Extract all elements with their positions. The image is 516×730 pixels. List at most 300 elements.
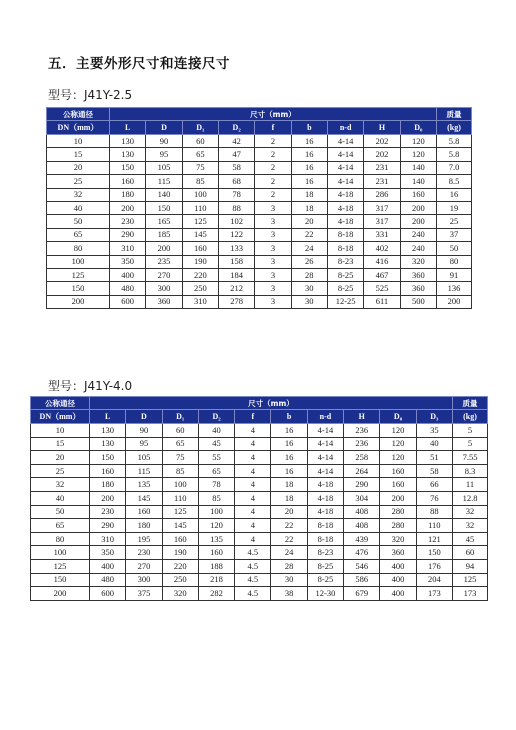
cell-weight: 11 — [453, 478, 488, 492]
table-cell: 8-25 — [307, 559, 343, 573]
table-row — [31, 546, 488, 560]
table-row — [47, 161, 472, 174]
table-cell: 125 — [162, 505, 198, 519]
table-cell: 130 — [110, 135, 146, 148]
cell-dn: 50 — [31, 505, 90, 519]
table-cell: 236 — [344, 437, 380, 451]
table-cell: 586 — [344, 573, 380, 587]
header-col: D — [126, 410, 162, 424]
table-cell: 200 — [400, 215, 436, 228]
header-col: H — [344, 410, 380, 424]
table-cell: 282 — [198, 587, 234, 601]
table-cell: 4-18 — [327, 201, 363, 214]
table-cell: 22 — [291, 228, 327, 241]
table-cell: 100 — [162, 478, 198, 492]
header-dn: DN（mm） — [31, 410, 90, 424]
table-cell: 180 — [126, 519, 162, 533]
cell-dn: 200 — [31, 587, 90, 601]
table-cell: 4 — [235, 505, 271, 519]
table-row — [47, 295, 472, 308]
header-col: L — [110, 121, 146, 135]
cell-dn: 32 — [47, 188, 110, 201]
table-cell: 8-18 — [307, 532, 343, 546]
table-cell: 400 — [380, 587, 416, 601]
cell-dn: 80 — [47, 242, 110, 255]
table-cell: 65 — [162, 437, 198, 451]
header-dn-cn: 公称通径 — [47, 108, 110, 121]
table-row — [47, 175, 472, 188]
table-cell: 110 — [162, 491, 198, 505]
cell-dn: 200 — [47, 295, 110, 308]
table-cell: 2 — [255, 175, 291, 188]
table-cell: 16 — [271, 424, 307, 438]
table-row — [31, 424, 488, 438]
header-size-cn: 尺寸（mm） — [110, 108, 437, 121]
table-cell: 140 — [146, 188, 182, 201]
cell-dn: 15 — [31, 437, 90, 451]
table-cell: 150 — [110, 161, 146, 174]
table-cell: 402 — [364, 242, 400, 255]
table-row — [47, 135, 472, 148]
table-cell: 140 — [400, 175, 436, 188]
table-cell: 278 — [218, 295, 254, 308]
table-cell: 95 — [146, 148, 182, 161]
table-cell: 360 — [146, 295, 182, 308]
model-label-j41y-2-5: 型号：J41Y-2.5 — [48, 88, 133, 102]
table-row — [47, 215, 472, 228]
table-cell: 480 — [90, 573, 126, 587]
table-cell: 115 — [146, 175, 182, 188]
table-row — [47, 268, 472, 281]
table-cell: 360 — [400, 282, 436, 295]
cell-weight: 173 — [453, 587, 488, 601]
table-cell: 4-18 — [307, 491, 343, 505]
table-cell: 185 — [146, 228, 182, 241]
table-cell: 16 — [291, 135, 327, 148]
table-cell: 8-23 — [307, 546, 343, 560]
table-cell: 88 — [416, 505, 452, 519]
table-cell: 140 — [400, 161, 436, 174]
table-cell: 180 — [110, 188, 146, 201]
table-cell: 600 — [90, 587, 126, 601]
table-cell: 600 — [110, 295, 146, 308]
table-cell: 160 — [162, 532, 198, 546]
cell-weight: 37 — [437, 228, 472, 241]
table-cell: 145 — [182, 228, 218, 241]
cell-weight: 136 — [437, 282, 472, 295]
table-cell: 3 — [255, 295, 291, 308]
table-row — [47, 242, 472, 255]
cell-dn: 20 — [47, 161, 110, 174]
section-heading: 五．主要外形尺寸和连接尺寸 — [48, 56, 230, 72]
table-cell: 546 — [344, 559, 380, 573]
table-row — [47, 255, 472, 268]
table-cell: 76 — [416, 491, 452, 505]
table-cell: 58 — [218, 161, 254, 174]
table-cell: 42 — [218, 135, 254, 148]
header-weight-unit: (kg) — [453, 410, 488, 424]
cell-dn: 32 — [31, 478, 90, 492]
table-cell: 679 — [344, 587, 380, 601]
table-cell: 240 — [400, 228, 436, 241]
table-cell: 220 — [182, 268, 218, 281]
table-cell: 40 — [416, 437, 452, 451]
table-cell: 230 — [110, 215, 146, 228]
table-cell: 110 — [416, 519, 452, 533]
table-cell: 200 — [400, 201, 436, 214]
table-cell: 160 — [90, 464, 126, 478]
table-cell: 30 — [291, 282, 327, 295]
cell-dn: 25 — [47, 175, 110, 188]
table-cell: 102 — [218, 215, 254, 228]
cell-dn: 10 — [31, 424, 90, 438]
cell-dn: 50 — [47, 215, 110, 228]
cell-dn: 125 — [31, 559, 90, 573]
table-cell: 8-18 — [307, 519, 343, 533]
cell-weight: 16 — [437, 188, 472, 201]
table-cell: 218 — [198, 573, 234, 587]
table-cell: 4 — [235, 464, 271, 478]
table-cell: 125 — [182, 215, 218, 228]
table-cell: 47 — [218, 148, 254, 161]
header-weight-cn: 质量 — [437, 108, 472, 121]
header-col: n-d — [307, 410, 343, 424]
table-cell: 304 — [344, 491, 380, 505]
table-cell: 130 — [110, 148, 146, 161]
table-cell: 250 — [182, 282, 218, 295]
table-cell: 4 — [235, 437, 271, 451]
header-col: D₁ — [162, 410, 198, 424]
table-cell: 270 — [146, 268, 182, 281]
cell-weight: 7.0 — [437, 161, 472, 174]
table-row — [31, 587, 488, 601]
header-col: D₀ — [380, 410, 416, 424]
table-cell: 78 — [198, 478, 234, 492]
table-cell: 135 — [198, 532, 234, 546]
table-cell: 2 — [255, 135, 291, 148]
cell-weight: 5.8 — [437, 148, 472, 161]
table-cell: 320 — [400, 255, 436, 268]
table-cell: 240 — [400, 242, 436, 255]
table-cell: 286 — [364, 188, 400, 201]
header-col: f — [235, 410, 271, 424]
cell-weight: 5.8 — [437, 135, 472, 148]
cell-dn: 80 — [31, 532, 90, 546]
table-cell: 400 — [90, 559, 126, 573]
table-cell: 3 — [255, 242, 291, 255]
table-cell: 4.5 — [235, 587, 271, 601]
table-cell: 38 — [271, 587, 307, 601]
header-weight-cn: 质量 — [453, 397, 488, 410]
table-cell: 212 — [218, 282, 254, 295]
table-cell: 290 — [110, 228, 146, 241]
table-cell: 3 — [255, 215, 291, 228]
table-cell: 280 — [380, 505, 416, 519]
table-body — [47, 135, 472, 309]
table-cell: 130 — [90, 424, 126, 438]
header-col: n-d — [327, 121, 363, 135]
cell-dn: 10 — [47, 135, 110, 148]
table-cell: 4-14 — [327, 175, 363, 188]
table-cell: 122 — [218, 228, 254, 241]
table-cell: 310 — [90, 532, 126, 546]
cell-weight: 32 — [453, 505, 488, 519]
table-cell: 258 — [344, 451, 380, 465]
header-dn: DN（mm） — [47, 121, 110, 135]
cell-dn: 100 — [47, 255, 110, 268]
table-cell: 150 — [416, 546, 452, 560]
table-cell: 176 — [416, 559, 452, 573]
table-cell: 85 — [198, 491, 234, 505]
table-cell: 160 — [126, 505, 162, 519]
table-cell: 300 — [146, 282, 182, 295]
table-cell: 230 — [126, 546, 162, 560]
table-cell: 160 — [380, 478, 416, 492]
table-cell: 18 — [291, 201, 327, 214]
table-cell: 145 — [126, 491, 162, 505]
table-cell: 120 — [198, 519, 234, 533]
table-cell: 200 — [90, 491, 126, 505]
table-cell: 317 — [364, 215, 400, 228]
table-cell: 58 — [416, 464, 452, 478]
table-row — [31, 478, 488, 492]
table-cell: 270 — [126, 559, 162, 573]
table-cell: 16 — [291, 148, 327, 161]
table-cell: 18 — [271, 491, 307, 505]
table-cell: 105 — [126, 451, 162, 465]
table-cell: 135 — [126, 478, 162, 492]
cell-weight: 94 — [453, 559, 488, 573]
table-cell: 4 — [235, 532, 271, 546]
table-cell: 416 — [364, 255, 400, 268]
table-cell: 150 — [146, 201, 182, 214]
table-cell: 60 — [182, 135, 218, 148]
table-cell: 230 — [90, 505, 126, 519]
table-cell: 4.5 — [235, 546, 271, 560]
table-cell: 16 — [271, 451, 307, 465]
cell-dn: 150 — [47, 282, 110, 295]
table-cell: 375 — [126, 587, 162, 601]
cell-weight: 91 — [437, 268, 472, 281]
table-row — [31, 451, 488, 465]
cell-weight: 8.5 — [437, 175, 472, 188]
table-cell: 4-18 — [307, 478, 343, 492]
table-cell: 105 — [146, 161, 182, 174]
table-row — [31, 437, 488, 451]
table-cell: 110 — [182, 201, 218, 214]
table-cell: 60 — [162, 424, 198, 438]
table-cell: 190 — [182, 255, 218, 268]
table-cell: 525 — [364, 282, 400, 295]
table-cell: 120 — [380, 437, 416, 451]
header-col: D — [146, 121, 182, 135]
header-col: D₂ — [218, 121, 254, 135]
table-cell: 24 — [271, 546, 307, 560]
table-cell: 317 — [364, 201, 400, 214]
table-cell: 65 — [198, 464, 234, 478]
model-label-j41y-4-0: 型号：J41Y-4.0 — [48, 379, 133, 393]
table-cell: 78 — [218, 188, 254, 201]
table-cell: 4-14 — [307, 437, 343, 451]
table-cell: 160 — [380, 464, 416, 478]
table-header-row-top — [31, 397, 488, 410]
table-row — [47, 282, 472, 295]
table-cell: 4-14 — [327, 148, 363, 161]
table-cell: 115 — [126, 464, 162, 478]
table-cell: 300 — [126, 573, 162, 587]
cell-dn: 65 — [31, 519, 90, 533]
table-cell: 184 — [218, 268, 254, 281]
table-cell: 2 — [255, 188, 291, 201]
table-cell: 290 — [344, 478, 380, 492]
cell-weight: 12.8 — [453, 491, 488, 505]
table-cell: 30 — [271, 573, 307, 587]
header-col: D₁ — [182, 121, 218, 135]
cell-weight: 25 — [437, 215, 472, 228]
table-cell: 3 — [255, 282, 291, 295]
table-cell: 190 — [162, 546, 198, 560]
table-cell: 200 — [380, 491, 416, 505]
table-cell: 133 — [218, 242, 254, 255]
table-cell: 480 — [110, 282, 146, 295]
table-cell: 20 — [291, 215, 327, 228]
table-cell: 4-14 — [307, 451, 343, 465]
table-cell: 8-25 — [307, 573, 343, 587]
table-cell: 3 — [255, 255, 291, 268]
table-cell: 4 — [235, 424, 271, 438]
table-cell: 4.5 — [235, 573, 271, 587]
header-col: L — [90, 410, 126, 424]
table-cell: 320 — [380, 532, 416, 546]
table-cell: 120 — [380, 451, 416, 465]
table-cell: 331 — [364, 228, 400, 241]
table-cell: 250 — [162, 573, 198, 587]
table-cell: 195 — [126, 532, 162, 546]
table-cell: 3 — [255, 268, 291, 281]
table-cell: 12-30 — [307, 587, 343, 601]
table-cell: 121 — [416, 532, 452, 546]
table-cell: 16 — [291, 175, 327, 188]
cell-dn: 65 — [47, 228, 110, 241]
table-row — [47, 148, 472, 161]
table-cell: 4-14 — [327, 135, 363, 148]
cell-weight: 125 — [453, 573, 488, 587]
table-cell: 4 — [235, 519, 271, 533]
header-col: b — [271, 410, 307, 424]
table-cell: 4-18 — [307, 505, 343, 519]
table-header-row-bottom — [31, 410, 488, 424]
table-body — [31, 424, 488, 601]
header-col: D₂ — [198, 410, 234, 424]
table-row — [31, 532, 488, 546]
table-cell: 45 — [198, 437, 234, 451]
table-cell: 2 — [255, 148, 291, 161]
table-cell: 30 — [291, 295, 327, 308]
table-cell: 4 — [235, 478, 271, 492]
table-cell: 160 — [198, 546, 234, 560]
table-cell: 51 — [416, 451, 452, 465]
table-row — [47, 201, 472, 214]
table-row — [47, 228, 472, 241]
table-cell: 85 — [162, 464, 198, 478]
table-cell: 476 — [344, 546, 380, 560]
table-cell: 310 — [110, 242, 146, 255]
table-row — [47, 188, 472, 201]
table-cell: 120 — [400, 148, 436, 161]
table-cell: 264 — [344, 464, 380, 478]
header-col: H — [364, 121, 400, 135]
cell-weight: 5 — [453, 437, 488, 451]
header-weight-unit: (kg) — [437, 121, 472, 135]
table-cell: 4-18 — [327, 215, 363, 228]
table-cell: 40 — [198, 424, 234, 438]
table-cell: 2 — [255, 161, 291, 174]
cell-weight: 50 — [437, 242, 472, 255]
cell-dn: 40 — [31, 491, 90, 505]
table-row — [31, 491, 488, 505]
table-cell: 200 — [110, 201, 146, 214]
table-cell: 66 — [416, 478, 452, 492]
table-cell: 400 — [110, 268, 146, 281]
table-cell: 150 — [90, 451, 126, 465]
dimension-table-j41y-4-0 — [30, 396, 488, 601]
table-cell: 88 — [218, 201, 254, 214]
table-cell: 85 — [182, 175, 218, 188]
header-col: D₀ — [400, 121, 436, 135]
cell-dn: 100 — [31, 546, 90, 560]
cell-weight: 32 — [453, 519, 488, 533]
header-col: b — [291, 121, 327, 135]
cell-weight: 60 — [453, 546, 488, 560]
table-cell: 158 — [218, 255, 254, 268]
table-cell: 120 — [400, 135, 436, 148]
table-cell: 165 — [146, 215, 182, 228]
table-cell: 220 — [162, 559, 198, 573]
header-dn-cn: 公称通径 — [31, 397, 90, 410]
table-cell: 4-14 — [307, 424, 343, 438]
table-cell: 18 — [271, 478, 307, 492]
table-cell: 8-18 — [327, 228, 363, 241]
table-cell: 20 — [271, 505, 307, 519]
table-cell: 8-23 — [327, 255, 363, 268]
table-cell: 160 — [400, 188, 436, 201]
header-col: D₃ — [416, 410, 452, 424]
cell-weight: 45 — [453, 532, 488, 546]
table-cell: 310 — [182, 295, 218, 308]
table-cell: 55 — [198, 451, 234, 465]
table-cell: 202 — [364, 148, 400, 161]
table-cell: 100 — [182, 188, 218, 201]
table-cell: 408 — [344, 519, 380, 533]
table-cell: 400 — [380, 559, 416, 573]
dimension-table-j41y-2-5 — [46, 107, 472, 309]
table-cell: 100 — [198, 505, 234, 519]
cell-weight: 8.3 — [453, 464, 488, 478]
table-cell: 120 — [380, 424, 416, 438]
table-cell: 8-25 — [327, 282, 363, 295]
table-cell: 95 — [126, 437, 162, 451]
cell-dn: 125 — [47, 268, 110, 281]
table-cell: 160 — [110, 175, 146, 188]
cell-dn: 40 — [47, 201, 110, 214]
header-col: f — [255, 121, 291, 135]
table-cell: 22 — [271, 519, 307, 533]
table-cell: 4 — [235, 491, 271, 505]
table-cell: 290 — [90, 519, 126, 533]
table-cell: 3 — [255, 201, 291, 214]
table-cell: 3 — [255, 228, 291, 241]
cell-dn: 25 — [31, 464, 90, 478]
